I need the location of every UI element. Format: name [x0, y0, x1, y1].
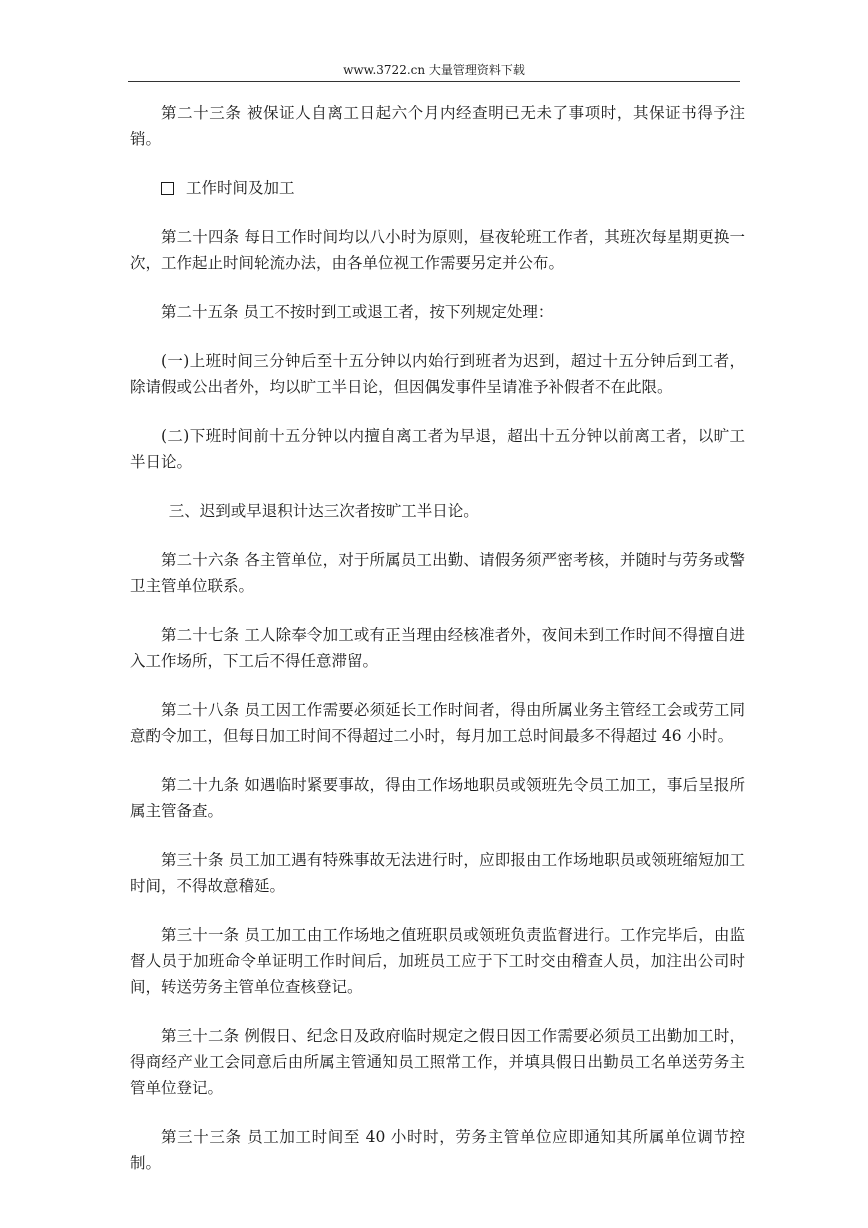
section-heading-text: 工作时间及加工 [186, 179, 295, 197]
header-divider [128, 81, 740, 82]
document-body [130, 100, 745, 1199]
article-26: 第二十六条 各主管单位，对于所属员工出勤、请假务须严密考核，并随时与劳务或警卫主管单位联系。 [130, 551, 745, 595]
article-28: 第二十八条 员工因工作需要必须延长工作时间者，得由所属业务主管经工会或劳工同意酌令加工，但每日加工时间不得超过二小时，每月加工总时间最多不得超过 46 小时。 [130, 701, 745, 745]
page-header: www.3722.cn 大量管理资料下载 [343, 63, 525, 77]
article-33: 第三十三条 员工加工时间至 40 小时时，劳务主管单位应即通知其所属单位调节控制。 [130, 1128, 745, 1172]
article-32: 第三十二条 例假日、纪念日及政府临时规定之假日因工作需要必须员工出勤加工时，得商经产业工会同意后由所属主管通知员工照常工作，并填具假日出勤员工名单送劳务主管单位登记。 [130, 1027, 745, 1097]
article-25: 第二十五条 员工不按时到工或退工者，按下列规定处理： [161, 303, 554, 321]
article-24: 第二十四条 每日工作时间均以八小时为原则，昼夜轮班工作者，其班次每星期更换一次，工作起止时间轮流办法，由各单位视工作需要另定并公布。 [130, 228, 745, 272]
article-31: 第三十一条 员工加工由工作场地之值班职员或领班负责监督进行。工作完毕后，由监督人员于加班命令单证明工作时间后，加班员工应于下工时交由稽查人员，加注出公司时间，转送劳务主管单位查核登记。 [130, 926, 745, 996]
list-item-1: (一)上班时间三分钟后至十五分钟以内始行到班者为迟到，超过十五分钟后到工者，除请假或公出者外，均以旷工半日论，但因偶发事件呈请准予补假者不在此限。 [130, 352, 745, 396]
article-30: 第三十条 员工加工遇有特殊事故无法进行时，应即报由工作场地职员或领班缩短加工时间，不得故意稽延。 [130, 851, 745, 895]
list-item-2: (二)下班时间前十五分钟以内擅自离工者为早退，超出十五分钟以前离工者，以旷工半日论。 [130, 427, 745, 471]
section-heading-work-hours [130, 175, 745, 201]
list-item-3: 三、迟到或早退积计达三次者按旷工半日论。 [168, 502, 479, 520]
article-29: 第二十九条 如遇临时紧要事故，得由工作场地职员或领班先令员工加工，事后呈报所属主管备查。 [130, 776, 745, 820]
checkbox-icon [161, 182, 174, 195]
article-23: 第二十三条 被保证人自离工日起六个月内经查明已无未了事项时，其保证书得予注销。 [130, 104, 745, 148]
article-27: 第二十七条 工人除奉令加工或有正当理由经核准者外，夜间未到工作时间不得擅自进入工作场所，下工后不得任意滞留。 [130, 626, 745, 670]
